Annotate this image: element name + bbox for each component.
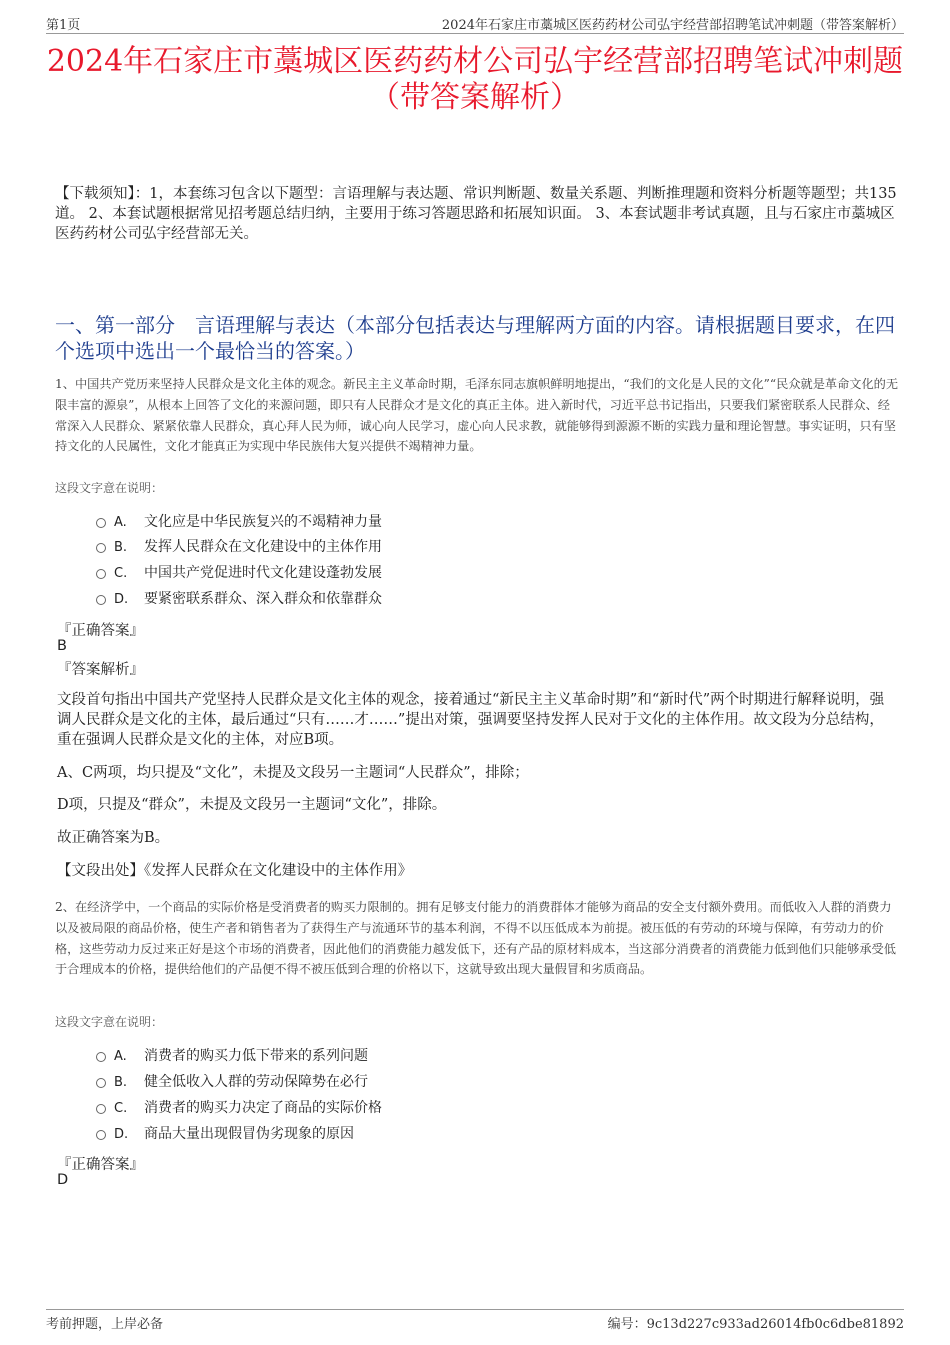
question-2-option-a[interactable]	[96, 1047, 368, 1066]
option-letter: C.	[114, 1101, 128, 1116]
download-notice: 【下载须知】：1，本套练习包含以下题型：言语理解与表达题、常识判断题、数量关系题、判断推理题和资料分析题等题型；共135道。 2、本套试题根据常见招考题总结归纳，主要用于练习答题思路和拓展知识面。 3、本套试题非考试真题，且与石家庄市藁城区医药药材公司弘宇经营部无关。	[55, 186, 897, 242]
analysis-paragraph: A、C两项，均只提及“文化”，未提及文段另一主题词“人民群众”，排除；	[57, 765, 529, 781]
option-letter: A.	[114, 1049, 127, 1064]
correct-answer: B	[57, 638, 67, 654]
option-letter: A.	[114, 515, 127, 530]
page-title: 2024年石家庄市藁城区医药药材公司弘宇经营部招聘笔试冲刺题（带答案解析）	[46, 44, 904, 115]
radio-icon[interactable]	[96, 1078, 106, 1088]
radio-icon[interactable]	[96, 595, 106, 605]
footer-doc-id: 编号：9c13d227c933ad26014fb0c6dbe81892	[607, 1317, 904, 1332]
radio-icon[interactable]	[96, 1052, 106, 1062]
option-letter: D.	[114, 1127, 129, 1142]
option-text: 商品大量出现假冒伪劣现象的原因	[144, 1126, 354, 1142]
option-text: 文化应是中华民族复兴的不竭精神力量	[144, 514, 382, 530]
radio-icon[interactable]	[96, 1130, 106, 1140]
option-text: 健全低收入人群的劳动保障势在必行	[144, 1074, 368, 1090]
question-1-option-d[interactable]	[96, 590, 382, 609]
radio-icon[interactable]	[96, 569, 106, 579]
radio-icon[interactable]	[96, 1104, 106, 1114]
analysis-paragraph: 文段首句指出中国共产党坚持人民群众是文化主体的观念，接着通过“新民主主义革命时期”和“新时代”两个时期进行解释说明，强调人民群众是文化的主体，最后通过“只有……才……”提出对策，强调要坚持发挥人民对于文化的主体作用。故文段为分总结构，重在强调人民群众是文化的主体，对应B项。	[57, 692, 885, 748]
option-text: 消费者的购买力低下带来的系列问题	[144, 1048, 368, 1064]
correct-answer: D	[57, 1172, 69, 1188]
analysis-paragraph: D项，只提及“群众”，未提及文段另一主题词“文化”，排除。	[57, 797, 447, 813]
question-2-option-c[interactable]	[96, 1099, 382, 1118]
footer-slogan: 考前押题，上岸必备	[46, 1317, 164, 1332]
question-2-option-d[interactable]	[96, 1125, 354, 1144]
option-text: 要紧密联系群众、深入群众和依靠群众	[144, 591, 382, 607]
correct-answer-label: 『正确答案』	[57, 1157, 144, 1173]
footer-divider	[46, 1309, 904, 1310]
source-reference: 【文段出处】《发挥人民群众在文化建设中的主体作用》	[57, 863, 413, 879]
option-letter: B.	[114, 540, 128, 555]
section-heading: 一、第一部分 言语理解与表达（本部分包括表达与理解两方面的内容。请根据题目要求，在四个选项中选出一个最恰当的答案。）	[55, 313, 895, 363]
question-2-text: 2、在经济学中，一个商品的实际价格是受消费者的购买力限制的。拥有足够支付能力的消费群体才能够为商品的安全支付额外费用。而低收入人群的消费力以及被局限的商品价格，使生产者和销售者为了获得生产与流通环节的基本利润，不得不以压低成本为前提。被压低的有劳动的环境与保障，有劳动力的价格，这些劳动力反过来正好是这个市场的消费者，因此他们的消费能力越发低下，还有产品的原材料成本，当这部分消费者的消费能力低到他们只能够承受低于合理成本的价格，提供给他们的产品便不得不被压低到合理的价格以下，这就导致出现大量假冒和劣质商品。	[55, 900, 896, 977]
question-1-prompt: 这段文字意在说明：	[55, 481, 164, 495]
option-text: 发挥人民群众在文化建设中的主体作用	[144, 539, 382, 555]
question-1-option-b[interactable]	[96, 538, 382, 557]
radio-icon[interactable]	[96, 518, 106, 528]
question-1-option-c[interactable]	[96, 564, 382, 583]
header-divider	[46, 33, 904, 34]
option-letter: C.	[114, 566, 128, 581]
option-letter: B.	[114, 1075, 128, 1090]
option-text: 消费者的购买力决定了商品的实际价格	[144, 1100, 382, 1116]
header-doc-title: 2024年石家庄市藁城区医药药材公司弘宇经营部招聘笔试冲刺题（带答案解析）	[441, 18, 904, 33]
question-2-option-b[interactable]	[96, 1073, 368, 1092]
correct-answer-label: 『正确答案』	[57, 623, 144, 639]
question-1-text: 1、中国共产党历来坚持人民群众是文化主体的观念。新民主主义革命时期，毛泽东同志旗帜鲜明地提出，“我们的文化是人民的文化”“民众就是革命文化的无限丰富的源泉”，从根本上回答了文化的来源问题，即只有人民群众才是文化的真正主体。进入新时代，习近平总书记指出，只要我们紧密联系人民群众、经常深入人民群众、紧紧依靠人民群众，真心拜人民为师，诚心向人民学习，虚心向人民求教，就能够得到源源不断的实践力量和理论智慧。事实证明，只有坚持文化的人民属性，文化才能真正为实现中华民族伟大复兴提供不竭精神力量。	[55, 377, 899, 454]
analysis-label: 『答案解析』	[57, 662, 144, 678]
option-letter: D.	[114, 592, 129, 607]
option-text: 中国共产党促进时代文化建设蓬勃发展	[144, 565, 382, 581]
page-number: 第1页	[46, 18, 81, 33]
question-1-option-a[interactable]	[96, 513, 382, 532]
radio-icon[interactable]	[96, 543, 106, 553]
analysis-paragraph: 故正确答案为B。	[57, 830, 170, 846]
question-2-prompt: 这段文字意在说明：	[55, 1015, 164, 1029]
